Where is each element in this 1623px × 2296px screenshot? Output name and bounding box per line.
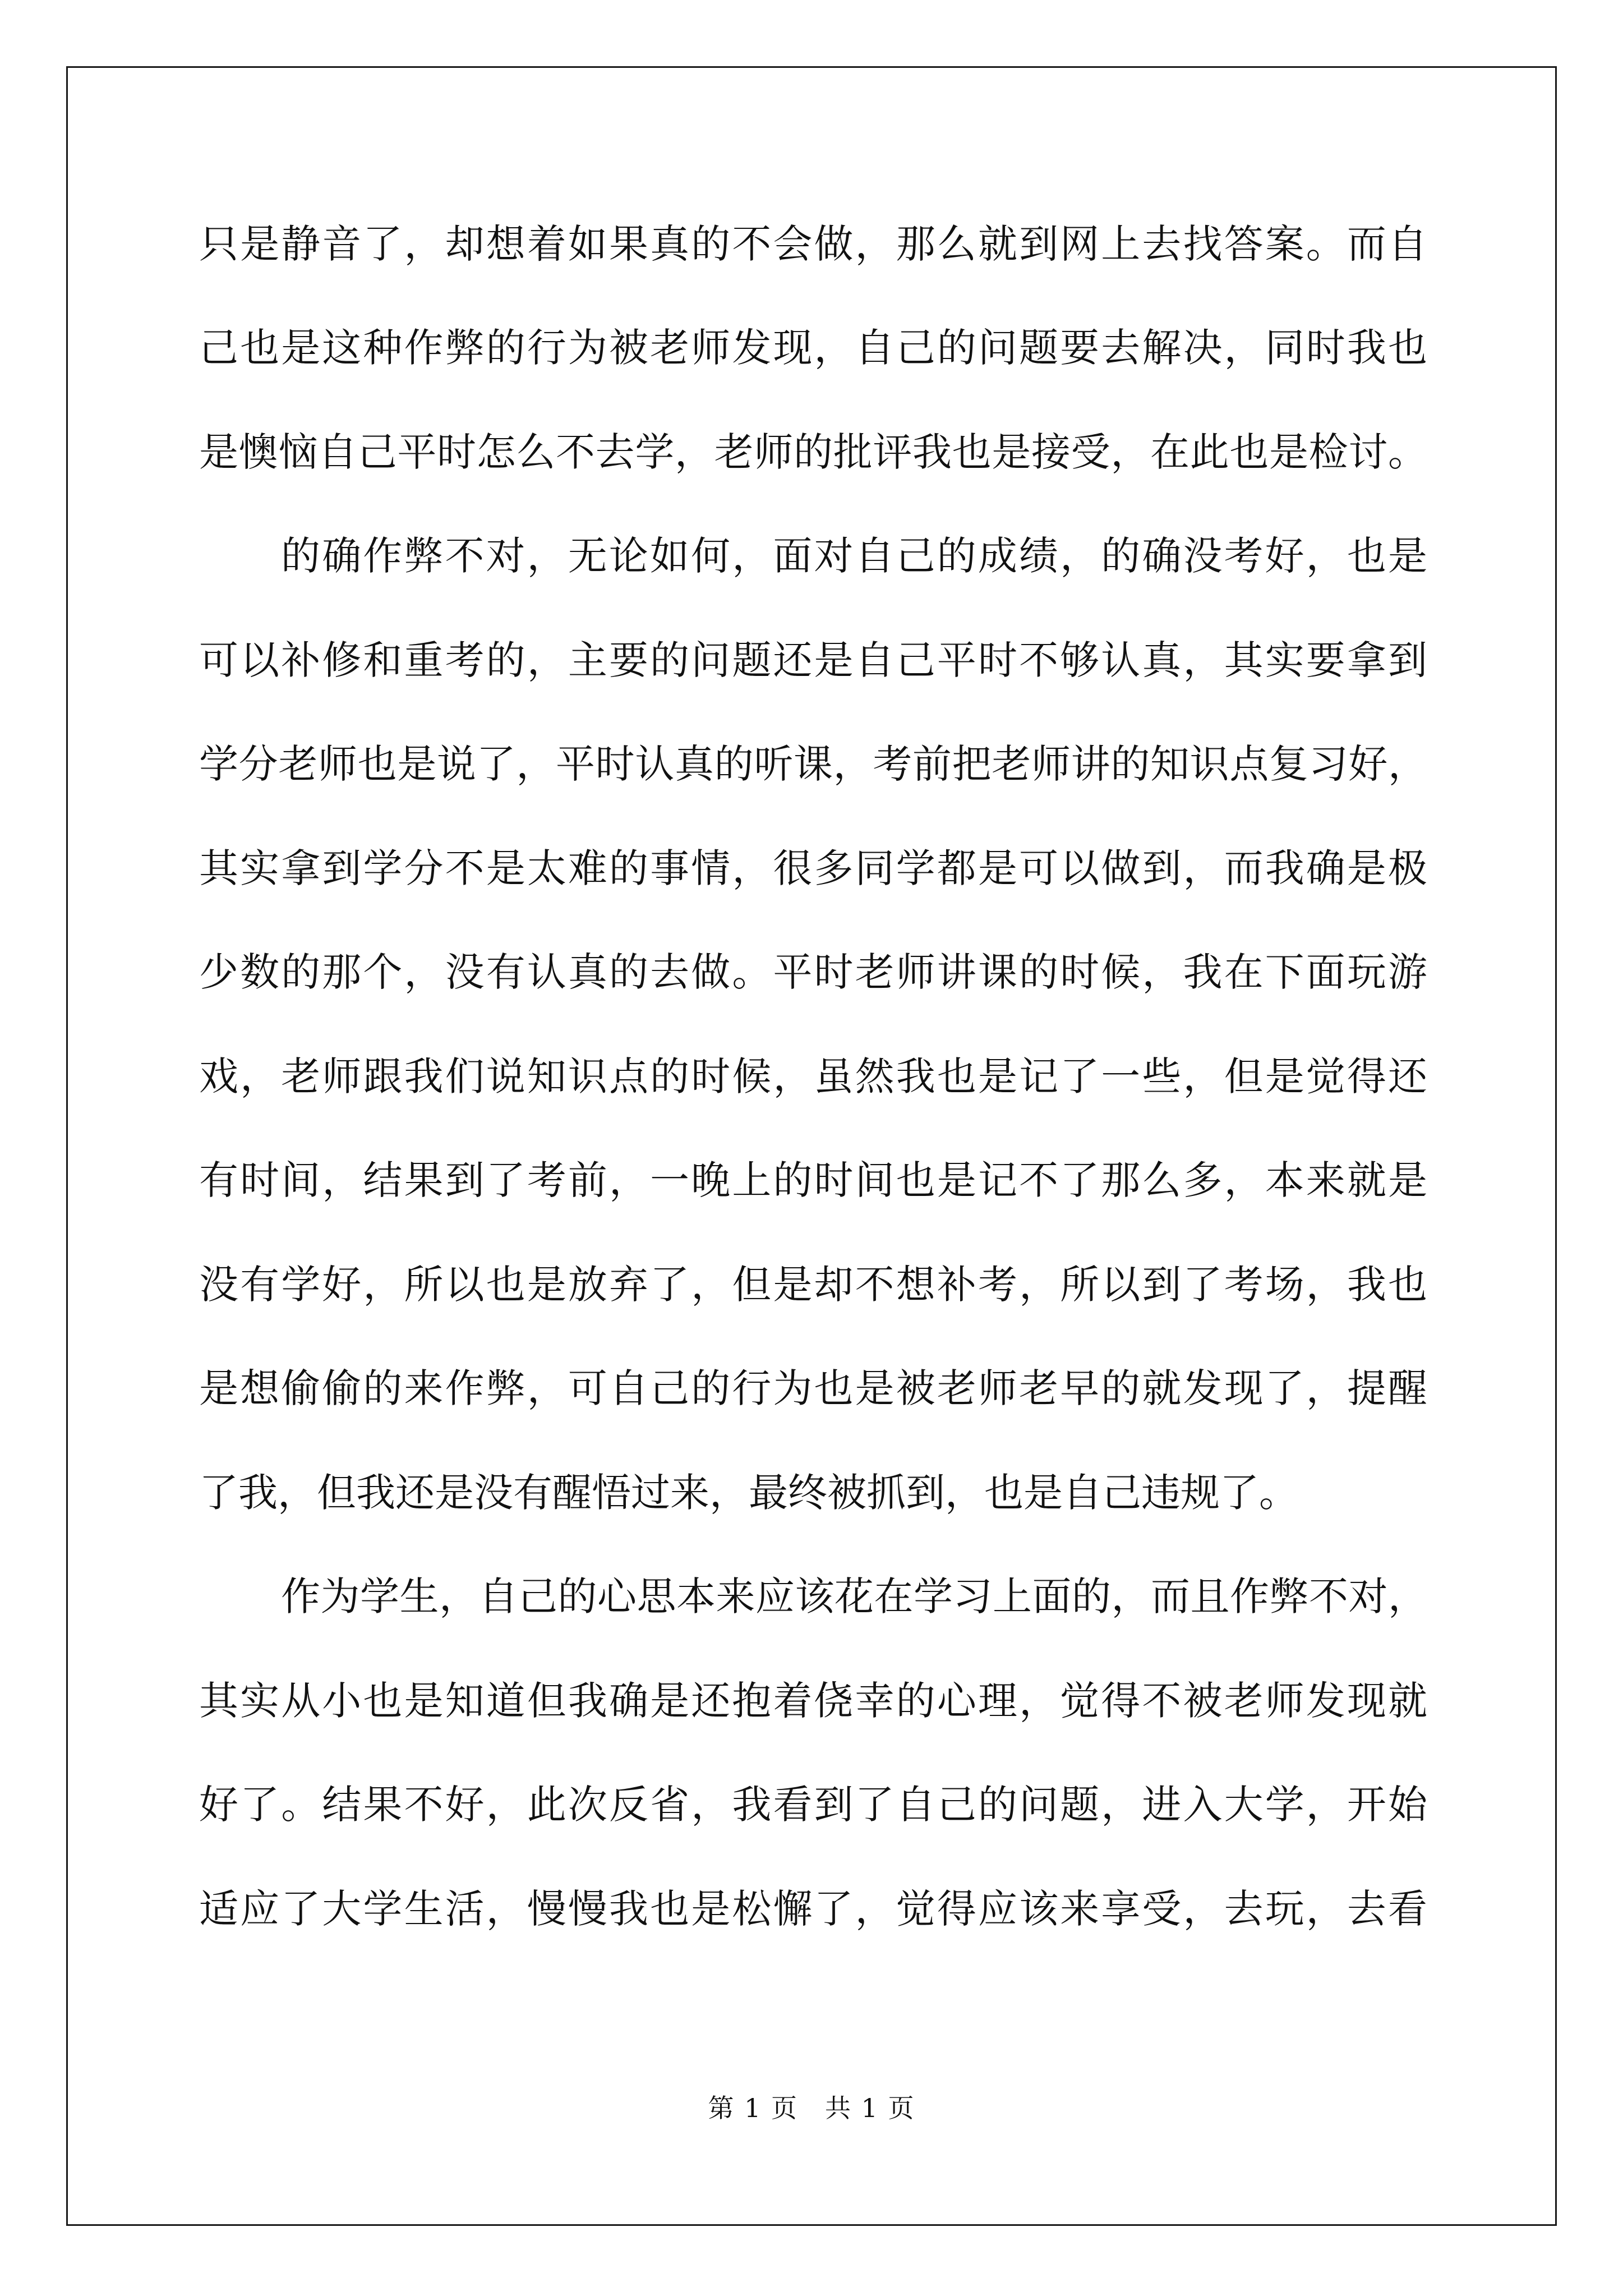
text-line: 学分老师也是说了，平时认真的听课，考前把老师讲的知识点复习好， xyxy=(199,741,1427,787)
text-line: 少数的那个，没有认真的去做。平时老师讲课的时候，我在下面玩游 xyxy=(199,949,1427,995)
paragraph-start-line: 的确作弊不对，无论如何，面对自己的成绩，的确没考好，也是 xyxy=(281,533,1427,579)
text-line: 可以补修和重考的，主要的问题还是自己平时不够认真，其实要拿到 xyxy=(199,637,1427,683)
text-line: 其实从小也是知道但我确是还抱着侥幸的心理，觉得不被老师发现就 xyxy=(199,1678,1427,1724)
paragraph-start-line: 作为学生，自己的心思本来应该花在学习上面的，而且作弊不对， xyxy=(281,1573,1427,1619)
text-line: 只是静音了，却想着如果真的不会做，那么就到网上去找答案。而自 xyxy=(199,221,1427,267)
text-line: 是懊恼自己平时怎么不去学，老师的批评我也是接受，在此也是检讨。 xyxy=(199,429,1427,475)
text-line: 没有学好，所以也是放弃了，但是却不想补考，所以到了考场，我也 xyxy=(199,1262,1427,1308)
text-line: 好了。结果不好，此次反省，我看到了自己的问题，进入大学，开始 xyxy=(199,1782,1427,1828)
text-line: 己也是这种作弊的行为被老师发现，自己的问题要去解决，同时我也 xyxy=(199,325,1427,371)
paragraph-end-line: 了我，但我还是没有醒悟过来，最终被抓到，也是自己违规了。 xyxy=(199,1470,1298,1516)
text-line: 戏，老师跟我们说知识点的时候，虽然我也是记了一些，但是觉得还 xyxy=(199,1053,1427,1099)
page-number-footer: 第 1 页 共 1 页 xyxy=(708,2093,915,2123)
text-line: 有时间，结果到了考前，一晚上的时间也是记不了那么多，本来就是 xyxy=(199,1157,1427,1203)
text-line: 是想偷偷的来作弊，可自己的行为也是被老师老早的就发现了，提醒 xyxy=(199,1365,1427,1411)
text-line: 适应了大学生活，慢慢我也是松懈了，觉得应该来享受，去玩，去看 xyxy=(199,1886,1427,1932)
text-line: 其实拿到学分不是太难的事情，很多同学都是可以做到，而我确是极 xyxy=(199,845,1427,891)
